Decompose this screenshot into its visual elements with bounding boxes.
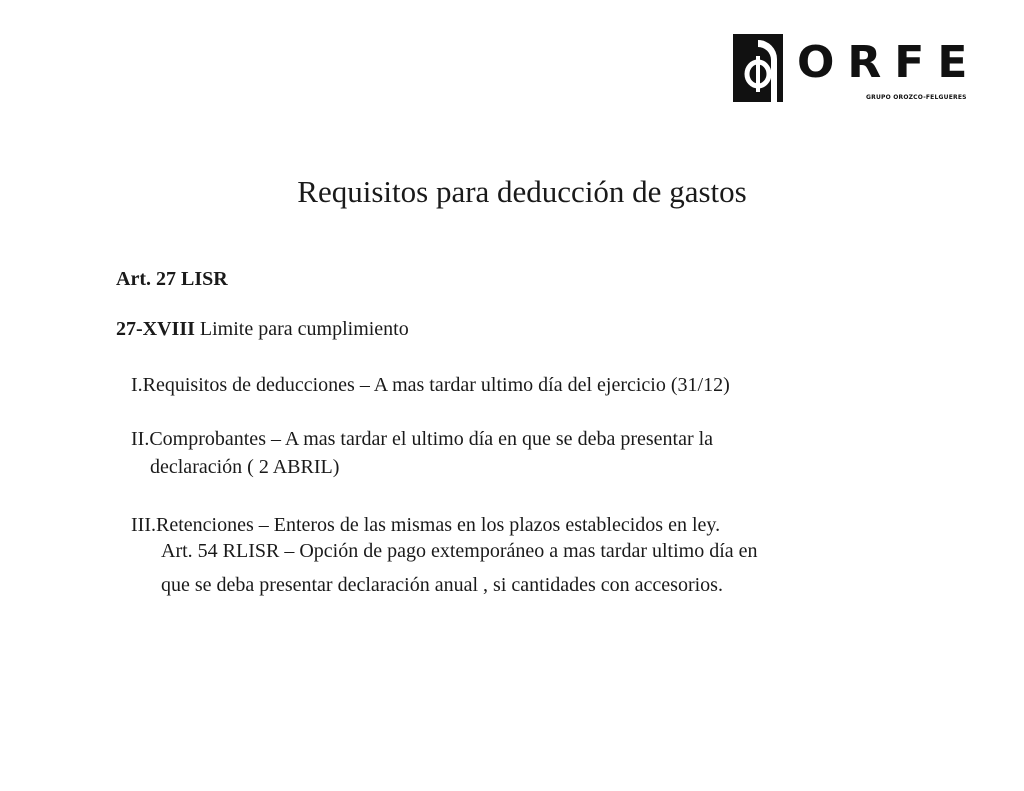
requirement-item-2-continuation: declaración ( 2 ABRIL) <box>150 456 340 478</box>
page-title: Requisitos para deducción de gastos <box>297 174 747 209</box>
phi-emblem-icon <box>733 34 783 102</box>
requirement-item-3-note-continuation: que se deba presentar declaración anual , si cantidades con accesorios. <box>161 574 723 596</box>
logo-subtitle: GRUPO OROZCO-FELGUERES <box>866 94 967 101</box>
section-code: 27-XVIII <box>116 318 195 340</box>
section-heading <box>116 318 409 341</box>
requirement-item-3-note: Art. 54 RLISR – Opción de pago extemporáneo a mas tardar ultimo día en <box>161 540 758 562</box>
section-text: Limite para cumplimiento <box>199 318 409 340</box>
article-heading: Art. 27 LISR <box>116 268 228 290</box>
requirement-item-3: III.Retenciones – Enteros de las mismas en los plazos establecidos en ley. <box>131 514 721 536</box>
company-logo <box>733 34 981 104</box>
requirement-item-1: I.Requisitos de deducciones – A mas tardar ultimo día del ejercicio (31/12) <box>131 374 730 396</box>
logo-wordmark: ORFE <box>797 37 981 88</box>
requirement-item-2: II.Comprobantes – A mas tardar el ultimo día en que se deba presentar la <box>131 428 714 450</box>
